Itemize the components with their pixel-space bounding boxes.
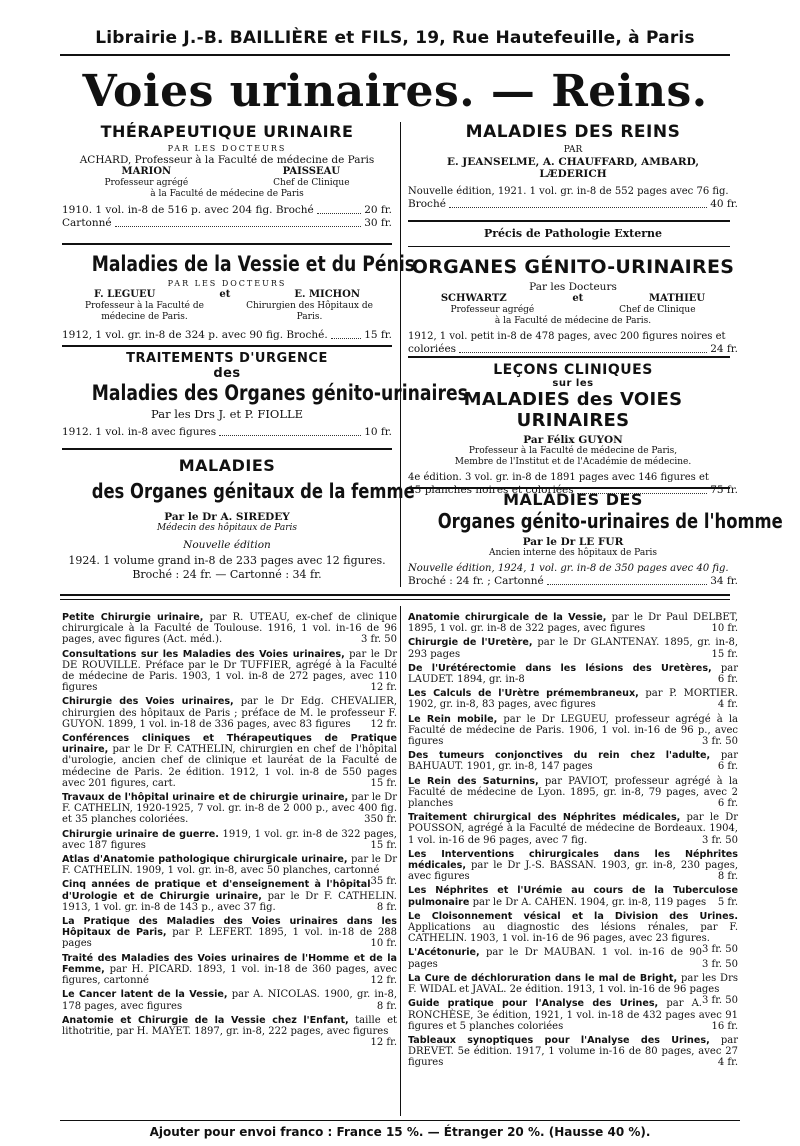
author-mathieu-role: Chef de Clinique: [619, 305, 696, 315]
header-rule: [60, 54, 730, 56]
book-price: 3 fr. 50: [701, 995, 738, 1007]
book-details: par le Dr DE ROUVILLE. Préface par le Dr TUFFIER, agrégé à la Faculté de médecine de Paris. 1903, 1 vol. in-8 de 272 pages, avec 110 figures: [62, 648, 398, 694]
book-entry: [62, 792, 397, 826]
book-title: Les Calculs de l'Urètre prémembraneux,: [408, 688, 639, 700]
book-details: par le Dr F. CATHELIN, 1920-1925, 7 vol. gr. in-8 de 2 000 p., avec 400 fig. et 35 planches coloriées.: [62, 792, 397, 826]
book-title: Le Cancer latent de la Vessie,: [62, 989, 228, 1001]
book-entry: [408, 776, 738, 810]
authors: E. JEANSELME, A. CHAUFFARD, AMBARD,: [446, 156, 700, 168]
block-title: MALADIES: [178, 456, 276, 475]
book-details: par le Dr GLANTENAY. 1895, gr. in-8, 293 pages: [408, 637, 738, 660]
block-organes: [408, 256, 738, 356]
prices-line: Broché : 24 fr. — Cartonné : 34 fr.: [132, 568, 322, 581]
book-title: Les Néphrites et l'Urémie au cours de la Tuberculose pulmonaire: [408, 885, 738, 908]
book-details: par le Dr F. CATHELIN. 1909, 1 vol. gr. in-8, avec 50 planches, cartonné: [62, 854, 398, 877]
block-title: ORGANES GÉNITO-URINAIRES: [411, 256, 735, 278]
book-title: Le Rein mobile,: [408, 713, 498, 725]
book-entry: [62, 612, 397, 646]
right-book-list: [408, 612, 738, 1072]
price: 10 fr.: [364, 426, 392, 438]
price: 40 fr.: [710, 198, 738, 210]
book-entry: [62, 696, 397, 730]
block-title: LEÇONS CLINIQUES: [493, 362, 653, 378]
book-entry: [408, 714, 738, 748]
block-title-main: Maladies des Organes génito-urinaires: [91, 381, 468, 405]
edition-line: Nouvelle édition, 1921. 1 vol. gr. in-8 de 552 pages avec 76 fig.: [408, 186, 729, 197]
book-title: Les Interventions chirurgicales dans les Néphrites médicales,: [408, 848, 738, 872]
authors: Par le Dr A. SIREDEY: [164, 511, 290, 523]
edition-note: Nouvelle édition: [183, 539, 271, 551]
book-title: Conférences cliniques et Thérapeutiques de Pratique urinaire,: [62, 733, 397, 756]
book-price: 12 fr.: [370, 975, 397, 987]
book-details: par PAVIOT, professeur agrégé à la Faculté de médecine de Lyon. 1895, gr. in-8, 79 pages, avec 2 planches: [408, 775, 738, 810]
book-details: par le Dr Paul DELBET, 1895, 1 vol. gr. in-8 de 322 pages, avec figures: [408, 612, 738, 635]
author-michon-role: Chirurgien des Hôpitaux de Paris.: [246, 301, 373, 322]
block-therapeutique: [62, 122, 392, 230]
book-entry: [62, 733, 397, 789]
book-entry: [408, 663, 738, 685]
book-details: par BAHUAUT. 1901, gr. in-8, 147 pages: [408, 750, 738, 773]
book-entry: [408, 750, 738, 772]
book-details: par le Dr F. CATHELIN, chirurgien en chef de l'hôpital d'urologie, ancien chef de clinique et lauréat de la Faculté de médecine de Paris. 2e édition. 1912, 1 vol. in-8 de 550 pages avec 201 figures, cart.: [62, 744, 397, 789]
book-title: L'Acétonurie,: [408, 947, 480, 959]
author-schwartz: SCHWARTZ: [440, 293, 507, 304]
book-price: 4 fr.: [717, 1057, 738, 1069]
book-title: La Cure de déchloruration dans le mal de Bright,: [408, 972, 678, 984]
book-entry: [62, 989, 397, 1011]
divider: [62, 243, 392, 245]
book-entry: [408, 885, 738, 907]
book-title: Anatomie et Chirurgie de la Vessie chez l'Enfant,: [62, 1014, 349, 1026]
price: 15 fr.: [364, 329, 392, 341]
book-details: par les Drs F. WIDAL et JAVAL. 2e édition. 1913, 1 vol. in-16 de 96 pages: [408, 972, 738, 996]
book-title: Consultations sur les Maladies des Voies urinaires,: [62, 648, 345, 660]
edition-line: 1924. 1 volume grand in-8 de 233 pages avec 12 figures.: [68, 554, 386, 567]
block-lecons: [408, 362, 738, 497]
book-details: par le Dr Edg. CHEVALIER, chirurgien des hôpitaux de Paris ; préface de M. le professeur F. GUYON. 1899, 1 vol. in-18 de 336 pages, avec 83 figures: [62, 696, 398, 730]
book-title: Cinq années de pratique et d'enseignement à l'hôpital d'Urologie et de Chirurgie urinaire,: [62, 879, 371, 902]
block-title: Maladies de la Vessie et du Pénis: [91, 252, 415, 276]
author-role: Médecin des hôpitaux de Paris: [156, 523, 298, 533]
divider: [408, 356, 730, 358]
divider: [62, 345, 392, 347]
block-title-main: MALADIES des VOIES URINAIRES: [463, 389, 683, 431]
book-price: 15 fr.: [370, 839, 397, 851]
author-legueu-role: Professeur à la Faculté de médecine de Paris.: [85, 301, 204, 322]
book-title: Travaux de l'hôpital urinaire et de chirurgie urinaire,: [62, 792, 349, 804]
block-vessie: [62, 252, 415, 342]
author-et: et: [219, 289, 231, 300]
book-details: par le Dr MAUBAN. 1 vol. in-16 de 90 pages: [408, 947, 702, 970]
book-title: Tableaux synoptiques pour l'Analyse des Urines,: [408, 1034, 710, 1046]
block-title-main: des Organes génitaux de la femme: [91, 479, 415, 503]
book-price: 4 fr.: [717, 699, 738, 711]
book-title: Traité des Maladies des Voies urinaires de l'Homme et de la Femme,: [62, 952, 397, 975]
block-title: TRAITEMENTS D'URGENCE: [126, 351, 328, 366]
book-details: par le Dr J.-S. BASSAN. 1903, gr. in-8, 230 pages, avec figures: [408, 860, 739, 883]
block-femme: [62, 456, 415, 581]
book-entry: [62, 879, 397, 913]
book-details: par le Dr POUSSON, agrégé à la Faculté de médecine de Bordeaux. 1904, 1 vol. in-16 de 96 pages, avec 7 fig.: [408, 812, 738, 846]
book-price: 6 fr.: [717, 761, 738, 773]
book-details: par P. LEFERT. 1895, 1 vol. in-18 de 288 pages: [62, 927, 397, 950]
column-divider-top: [400, 122, 401, 587]
edition-line: 1912. 1 vol. in-8 avec figures: [62, 426, 217, 438]
book-entry: [408, 849, 738, 883]
authors-intro: Par les Docteurs: [529, 281, 617, 293]
book-price: 3 fr. 50: [701, 736, 738, 748]
divider: [62, 448, 392, 450]
book-price: 10 fr.: [370, 938, 397, 950]
author-paisseau-role: Chef de Clinique: [273, 178, 350, 188]
book-title: Atlas d'Anatomie pathologique chirurgicale urinaire,: [62, 854, 348, 866]
price: 75 fr.: [710, 484, 738, 496]
book-details: par le Dr F. CATHELIN. 1913, 1 vol. gr. in-8 de 143 p., avec 37 fig.: [62, 890, 397, 913]
authors-intro: PAR LES DOCTEURS: [167, 144, 287, 153]
price: 20 fr.: [364, 204, 392, 216]
binding-line: 15 planches noires et coloriées: [408, 484, 574, 496]
book-price: 8 fr.: [376, 901, 397, 913]
book-entry: [62, 916, 397, 950]
book-title: Chirurgie des Voies urinaires,: [62, 696, 234, 708]
book-price: 12 fr.: [370, 1037, 397, 1049]
book-entry: [408, 688, 738, 710]
price: 24 fr.: [710, 343, 738, 355]
book-entry: [62, 1014, 398, 1049]
binding-line: Cartonné: [62, 217, 112, 229]
author-et: et: [572, 293, 584, 304]
precis-label: Précis de Pathologie Externe: [483, 227, 663, 240]
book-price: 3 fr. 50: [701, 958, 738, 970]
book-title: Traitement chirurgical des Néphrites médicales,: [408, 812, 681, 824]
authors: Par le Dr LE FUR: [522, 536, 624, 548]
book-entry: [62, 649, 397, 694]
binding-line: Broché : 24 fr. ; Cartonné: [408, 575, 544, 587]
divider: [408, 487, 730, 489]
book-price: 15 fr.: [370, 777, 397, 789]
book-title: Le Cloisonnement vésical et la Division des Urines.: [408, 910, 738, 922]
block-title: MALADIES DES REINS: [465, 122, 681, 142]
authors-2: LÆDERICH: [539, 168, 607, 180]
book-price: 10 fr.: [711, 623, 738, 635]
author-role: Ancien interne des hôpitaux de Paris: [488, 548, 657, 558]
book-details: Applications au diagnostic des lésions rénales, par F. CATHELIN. 1903, 1 vol. in-16 de 96 pages, avec 23 figures.: [408, 922, 738, 945]
book-price: 8 fr.: [376, 1000, 397, 1012]
footer-rule: [60, 1120, 740, 1121]
faculty-line: à la Faculté de médecine de Paris.: [494, 316, 652, 326]
book-details: par P. MORTIER. 1902, gr. in-8, 83 pages, avec figures: [408, 688, 738, 711]
book-details: taille et lithotritie, par H. MAYET. 1897, gr. in-8, 222 pages, avec figures: [62, 1014, 398, 1037]
author-paisseau: PAISSEAU: [282, 166, 341, 177]
book-entry: [62, 953, 397, 987]
book-price: 6 fr.: [717, 674, 738, 686]
book-price: 6 fr.: [717, 798, 738, 810]
section-rule-thin: [60, 599, 730, 600]
book-title: De l'Urétérectomie dans les lésions des Uretères,: [408, 662, 712, 674]
book-price: 16 fr.: [711, 1020, 738, 1032]
book-details: par A. RONCHÈSE, 3e édition, 1921, 1 vol. in-18 de 432 pages avec 91 figures et 5 planches coloriées: [408, 998, 738, 1032]
book-title: Le Rein des Saturnins,: [408, 775, 539, 787]
book-title: Des tumeurs conjonctives du rein chez l'adulte,: [408, 750, 711, 762]
edition-line: Nouvelle édition, 1924, 1 vol. gr. in-8 de 350 pages avec 40 fig.: [408, 563, 729, 574]
book-details: par le Dr LEGUEU, professeur agrégé à la Faculté de médecine de Paris. 1906, 1 vol. in-16 de 96 p., avec figures: [408, 713, 738, 748]
book-price: 15 fr.: [711, 648, 738, 660]
block-homme: [408, 490, 783, 588]
book-entry: [62, 829, 397, 851]
author-achard: ACHARD, Professeur à la Faculté de médecine de Paris: [79, 154, 375, 166]
edition-line: 4e édition. 3 vol. gr. in-8 de 1891 pages avec 146 figures et: [408, 472, 709, 483]
book-price: 5 fr.: [717, 896, 738, 908]
book-price: 3 fr. 50: [360, 634, 397, 646]
book-price: 3 fr. 50: [701, 944, 738, 956]
book-details: par DREVET. 5e édition. 1917, 1 volume in-16 de 80 pages, avec 27 figures: [408, 1034, 738, 1069]
authors-intro: PAR: [563, 145, 583, 155]
binding-line: Broché: [408, 198, 446, 210]
authors: Par les Drs J. et P. FIOLLE: [151, 407, 303, 421]
price: 30 fr.: [364, 217, 392, 229]
section-rule: [60, 594, 730, 596]
book-title: Anatomie chirurgicale de la Vessie,: [408, 612, 607, 623]
book-price: 8 fr.: [717, 871, 738, 883]
book-details: par LAUDET. 1894, gr. in-8: [408, 662, 738, 686]
edition-line: 1912, 1 vol. petit in-8 de 478 pages, avec 200 figures noires et: [408, 331, 726, 342]
book-entry: [408, 612, 738, 634]
block-reins: [408, 122, 738, 211]
book-details: par H. PICARD. 1893, 1 vol. in-18 de 360 pages, avec figures, cartonné: [62, 963, 397, 987]
column-divider-bottom: [400, 606, 401, 1116]
book-title: Chirurgie urinaire de guerre.: [62, 828, 219, 840]
book-price: 12 fr.: [370, 682, 397, 694]
book-price: 12 fr.: [370, 718, 397, 730]
author-role-2: Membre de l'Institut et de l'Académie de médecine.: [454, 457, 692, 467]
book-entry: [408, 947, 738, 969]
book-price: 3 fr. 50: [701, 834, 738, 846]
author-marion-role: Professeur agrégé: [104, 178, 189, 188]
block-urgence: [62, 351, 468, 439]
book-title: Chirurgie de l'Uretère,: [408, 637, 533, 649]
main-title: Voies urinaires. — Reins.: [82, 66, 708, 117]
block-subtitle: sur les: [552, 378, 594, 389]
block-title-main: Organes génito-urinaires de l'homme: [437, 509, 783, 533]
authors-intro: PAR LES DOCTEURS: [167, 279, 287, 288]
author-marion: MARION: [121, 166, 172, 177]
book-entry: [408, 998, 738, 1032]
book-title: Petite Chirurgie urinaire,: [62, 612, 204, 623]
block-subtitle: des: [213, 366, 241, 381]
block-title: THÉRAPEUTIQUE URINAIRE: [100, 122, 354, 141]
author-schwartz-role: Professeur agrégé: [450, 305, 535, 315]
book-details: par le Dr A. CAHEN. 1904, gr. in-8, 119 pages: [472, 896, 707, 908]
block-title: MALADIES DES: [503, 490, 643, 509]
book-entry: [408, 812, 738, 846]
divider: [408, 246, 730, 247]
book-entry: [408, 1035, 738, 1069]
publisher-header: Librairie J.-B. BAILLIÈRE et FILS, 19, Rue Hautefeuille, à Paris: [95, 28, 695, 48]
book-entry: [62, 854, 398, 888]
book-details: par A. NICOLAS. 1900, gr. in-8, 178 pages, avec figures: [62, 989, 397, 1012]
book-price: 350 fr.: [364, 814, 397, 826]
edition-line: 1910. 1 vol. in-8 de 516 p. avec 204 fig. Broché: [62, 204, 314, 216]
book-details: par R. UTEAU, ex-chef de clinique chirurgicale à la Faculté de Toulouse. 1916, 1 vol. in-16 de 96 pages, avec figures (Act. méd.).: [62, 612, 397, 646]
author-michon: E. MICHON: [294, 289, 360, 300]
price: 34 fr.: [710, 575, 738, 587]
author-legueu: F. LEGUEU: [94, 289, 156, 300]
faculty-line: à la Faculté de médecine de Paris: [150, 189, 304, 199]
binding-line: coloriées: [408, 343, 457, 355]
author-role: Professeur à la Faculté de médecine de Paris,: [468, 446, 678, 456]
shipping-footer: Ajouter pour envoi franco : France 15 %. — Étranger 20 %. (Hausse 40 %).: [149, 1125, 651, 1139]
divider: [408, 220, 730, 222]
book-title: Guide pratique pour l'Analyse des Urines,: [408, 998, 659, 1010]
authors: Par Félix GUYON: [523, 434, 623, 446]
edition-line: 1912, 1 vol. gr. in-8 de 324 p. avec 90 fig. Broché.: [62, 329, 328, 341]
author-mathieu: MATHIEU: [648, 293, 706, 304]
left-book-list: [62, 612, 397, 1048]
book-title: La Pratique des Maladies des Voies urinaires dans les Hôpitaux de Paris,: [62, 916, 397, 939]
book-entry: [408, 637, 738, 659]
book-price: 35 fr.: [370, 876, 397, 888]
book-details: 1919, 1 vol. gr. in-8 de 322 pages, avec 187 figures: [62, 828, 397, 851]
